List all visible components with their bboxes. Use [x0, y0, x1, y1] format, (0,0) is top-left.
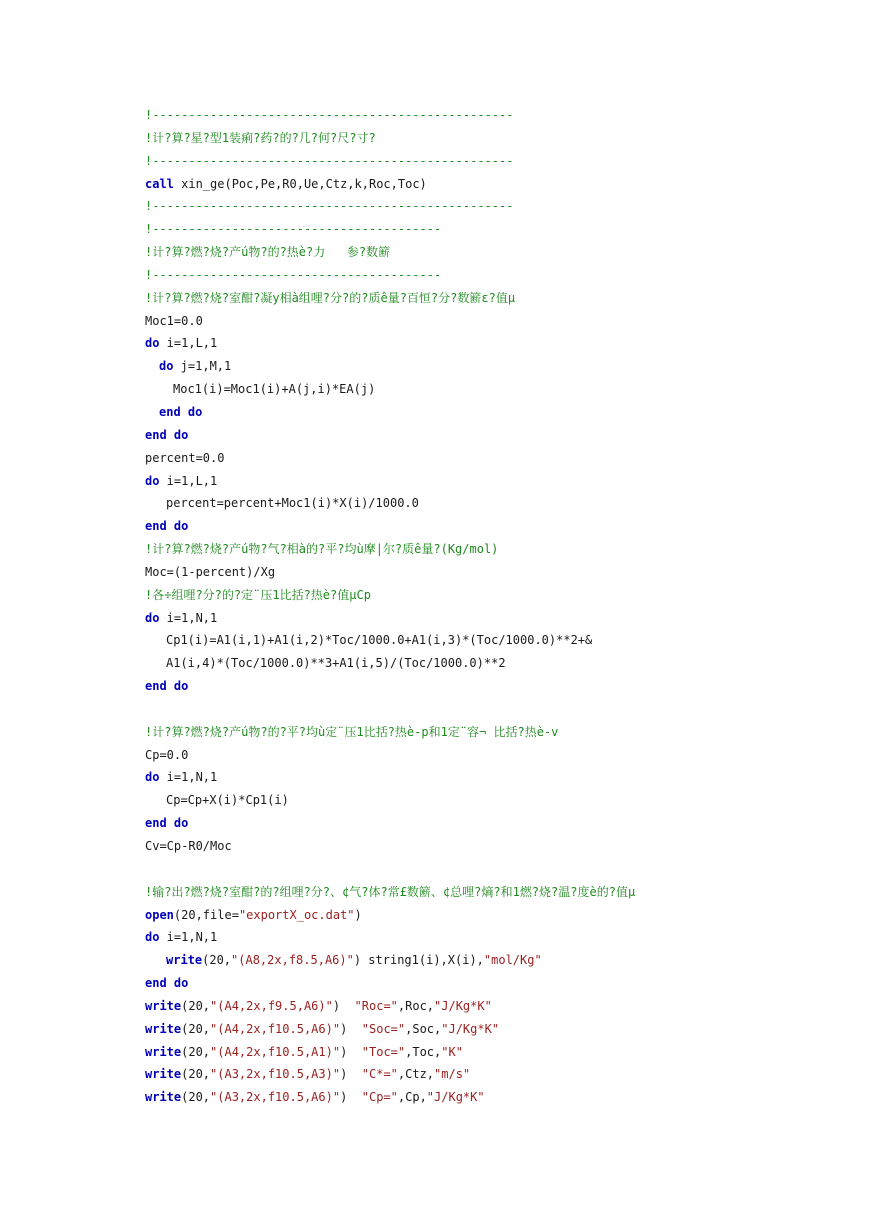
code-line — [145, 675, 845, 698]
code-text: Cp1(i)=A1(i,1)+A1(i,2)*Toc/1000.0+A1(i,3)*(Toc/1000.0)**2+& — [166, 633, 593, 648]
code-line — [145, 1063, 845, 1086]
keyword: write — [145, 1067, 182, 1082]
keyword: end do — [145, 519, 189, 534]
keyword: end do — [159, 404, 203, 419]
code-text: j=1,M,1 — [173, 359, 232, 374]
code-line — [145, 1086, 845, 1109]
comment-line: !计?算?燃?烧?产ú物?的?热è?力 参?数簖 — [145, 245, 391, 260]
code-text: Moc1=0.0 — [145, 313, 203, 328]
keyword: do — [145, 770, 160, 785]
keyword: do — [145, 473, 160, 488]
string-literal: "Soc=" — [361, 1021, 406, 1036]
code-listing — [145, 104, 845, 1109]
code-line — [145, 926, 845, 949]
code-text: ) — [340, 1090, 362, 1105]
code-text: i=1,N,1 — [159, 610, 218, 625]
keyword: end do — [145, 679, 189, 694]
code-text: ) — [340, 1044, 362, 1059]
code-text: i=1,L,1 — [159, 336, 218, 351]
code-text: ) — [340, 1021, 362, 1036]
string-literal: "J/Kg*K" — [434, 998, 492, 1013]
code-line — [145, 812, 845, 835]
code-line — [145, 949, 845, 972]
code-line — [145, 401, 845, 424]
comment-line: !-------------------------------------------------- — [145, 108, 514, 122]
code-text: ,Toc, — [405, 1044, 442, 1059]
string-literal: "(A3,2x,f10.5,A3)" — [210, 1067, 341, 1082]
code-text: (20, — [181, 1067, 211, 1082]
keyword: end do — [145, 816, 189, 831]
code-line — [145, 515, 845, 538]
keyword: open — [145, 907, 174, 922]
code-text: i=1,N,1 — [159, 770, 218, 785]
keyword: write — [145, 1021, 182, 1036]
blank-line — [145, 858, 845, 881]
code-text: Cv=Cp-R0/Moc — [145, 839, 232, 853]
code-line — [145, 972, 845, 995]
comment-line: !---------------------------------------- — [145, 267, 442, 282]
code-line — [145, 424, 845, 447]
keyword: do — [145, 610, 160, 625]
string-literal: "(A4,2x,f10.5,A6)" — [210, 1021, 341, 1036]
code-text: (20, — [181, 1044, 211, 1059]
string-literal: "J/Kg*K" — [426, 1090, 485, 1105]
code-text: ,Roc, — [397, 998, 435, 1013]
string-literal: "Cp=" — [361, 1090, 398, 1105]
code-line — [145, 1041, 845, 1064]
keyword: write — [145, 1044, 182, 1059]
string-literal: "(A4,2x,f10.5,A1)" — [210, 1044, 341, 1059]
code-line — [145, 652, 845, 675]
string-literal: "Toc=" — [361, 1044, 406, 1059]
keyword: do — [145, 930, 160, 945]
string-literal: "C*=" — [361, 1067, 398, 1082]
code-text: Moc=(1-percent)/Xg — [145, 564, 276, 579]
comment-line: !输?出?燃?烧?室酣?的?组哩?分?、¢气?体?常£数簖、¢总哩?熵?和1燃?烧?温?度è的?值μ — [145, 884, 636, 899]
code-line — [145, 744, 845, 767]
string-literal: "(A4,2x,f9.5,A6)" — [210, 998, 333, 1013]
code-text: (20, — [181, 1090, 211, 1105]
code-text: (20, — [181, 1021, 211, 1036]
keyword: end do — [145, 976, 189, 991]
comment-line: !计?算?燃?烧?室酣?凝y相à组哩?分?的?质ê量?百恒?分?数簖ε?值μ — [145, 290, 516, 305]
code-line — [145, 766, 845, 789]
code-line — [145, 173, 845, 196]
code-line — [145, 561, 845, 584]
code-text: A1(i,4)*(Toc/1000.0)**3+A1(i,5)/(Toc/1000.0)**2 — [166, 656, 506, 671]
code-text: Cp=0.0 — [145, 747, 189, 762]
string-literal: "(A3,2x,f10.5,A6)" — [210, 1090, 341, 1105]
code-line — [145, 1018, 845, 1041]
code-text: percent=percent+Moc1(i)*X(i)/1000.0 — [166, 496, 419, 511]
code-line — [145, 629, 845, 652]
code-line — [145, 835, 845, 858]
comment-line: !-------------------------------------------------- — [145, 199, 514, 214]
code-text: Moc1(i)=Moc1(i)+A(j,i)*EA(j) — [173, 382, 376, 397]
comment-line: !计?算?燃?烧?产ú物?气?相à的?平?均ù摩|尔?质ê量?(Kg/mol) — [145, 542, 499, 557]
keyword: call — [145, 176, 174, 191]
comment-line: !计?算?燃?烧?产ú物?的?平?均ù定¨压1比括?热è-p和1定¨容¬ 比括?热è-v — [145, 724, 559, 739]
keyword: do — [145, 336, 160, 351]
code-line — [145, 332, 845, 355]
code-text: ) — [354, 907, 362, 922]
blank-line — [145, 698, 845, 721]
code-line — [145, 378, 845, 401]
code-text: i=1,L,1 — [159, 473, 218, 488]
code-text: (20,file= — [173, 907, 239, 922]
code-text: ,Soc, — [405, 1021, 442, 1036]
keyword: do — [159, 359, 174, 374]
code-text: i=1,N,1 — [159, 930, 218, 945]
code-text: xin_ge(Poc,Pe,R0,Ue,Ctz,k,Roc,Toc) — [173, 176, 427, 191]
keyword: write — [166, 953, 203, 968]
comment-line: !-------------------------------------------------- — [145, 153, 514, 168]
comment-line: !各÷组哩?分?的?定¨压1比括?热è?值μCp — [145, 587, 371, 602]
code-line — [145, 310, 845, 333]
code-text: (20, — [181, 998, 211, 1013]
code-text: ) string1(i),X(i), — [353, 953, 484, 968]
code-line — [145, 789, 845, 812]
keyword: write — [145, 998, 182, 1013]
code-line — [145, 470, 845, 493]
string-literal: "Roc=" — [354, 998, 398, 1013]
code-text: ) — [340, 1067, 362, 1082]
string-literal: "exportX_oc.dat" — [238, 907, 355, 922]
code-line — [145, 995, 845, 1018]
keyword: end do — [145, 427, 189, 442]
code-text: Cp=Cp+X(i)*Cp1(i) — [166, 793, 289, 808]
code-line — [145, 447, 845, 470]
code-text: (20, — [202, 953, 232, 968]
comment-line: !计?算?星?型1装痢?药?的?几?何?尺?寸? — [145, 130, 376, 145]
string-literal: "mol/Kg" — [483, 953, 542, 968]
comment-line: !---------------------------------------- — [145, 222, 442, 237]
code-text: ) — [332, 998, 355, 1013]
string-literal: "m/s" — [434, 1067, 471, 1082]
code-line — [145, 492, 845, 515]
code-line — [145, 904, 845, 927]
code-line — [145, 607, 845, 630]
code-line — [145, 355, 845, 378]
string-literal: "J/Kg*K" — [441, 1021, 500, 1036]
code-text: ,Ctz, — [397, 1067, 435, 1082]
keyword: write — [145, 1090, 182, 1105]
string-literal: "(A8,2x,f8.5,A6)" — [231, 953, 354, 968]
string-literal: "K" — [441, 1044, 463, 1059]
code-text: percent=0.0 — [145, 450, 225, 465]
code-text: ,Cp, — [397, 1090, 427, 1105]
